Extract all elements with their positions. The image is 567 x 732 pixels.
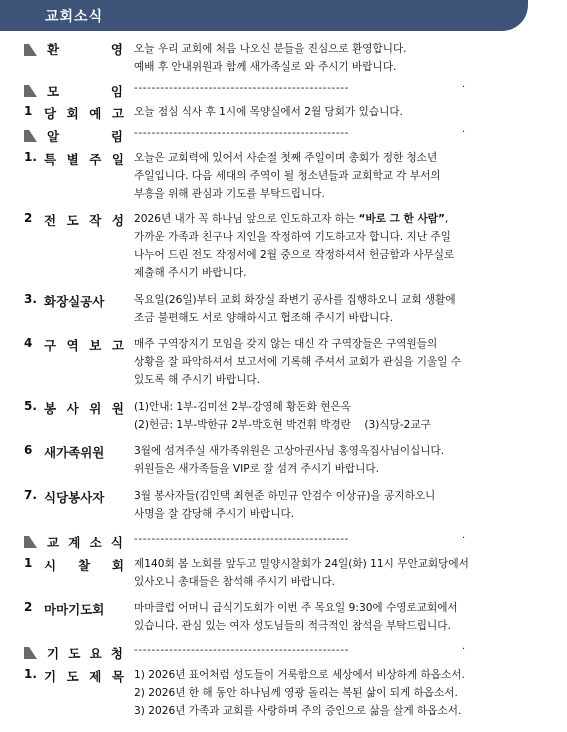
label-char: 봉 — [44, 401, 57, 416]
label-char: 기 — [47, 646, 60, 661]
label-char: 일 — [111, 152, 124, 167]
section-bullet-icon — [24, 647, 37, 659]
item-number: 4 — [24, 336, 33, 350]
content-line: 가까운 가족과 친구나 지인을 작정하여 기도하고자 합니다. 지난 주일 — [134, 231, 451, 243]
content-line — [134, 210, 529, 228]
item-content — [134, 398, 529, 434]
item-label: 마마기도회 — [44, 602, 105, 617]
content-line: 제출해 주시기 바랍니다. — [134, 267, 247, 279]
section-label — [47, 644, 123, 662]
label-char: 위 — [89, 401, 102, 416]
section-bullet-icon — [24, 536, 37, 548]
label-char: 청 — [110, 646, 123, 661]
item-content — [134, 666, 529, 720]
item-content — [134, 291, 529, 327]
item-number: 3. — [24, 292, 37, 306]
divider-dashes: ------------------------------------------------- — [134, 533, 350, 545]
label-char: 교 — [47, 535, 60, 550]
item-number: 6 — [24, 443, 33, 457]
content-line: 주일입니다. 다음 세대의 주역이 될 청소년들과 교회학교 각 부서의 — [134, 170, 441, 182]
label-char: 시 — [44, 558, 57, 573]
section-label — [47, 127, 123, 145]
label-char: 제 — [89, 669, 102, 684]
item-content — [134, 555, 529, 591]
label-char: 도 — [66, 213, 79, 228]
label-char: 찰 — [77, 558, 91, 573]
item-content — [134, 210, 529, 282]
divider-dot: · — [462, 533, 466, 544]
label-char: 성 — [111, 213, 124, 228]
item-number: 1 — [24, 556, 33, 570]
item-label — [44, 104, 124, 122]
label-char: 보 — [89, 338, 102, 353]
item-label — [44, 211, 124, 229]
label-char: 고 — [111, 106, 124, 121]
item-label: 화장실공사 — [44, 294, 105, 309]
label-char: 당 — [44, 106, 57, 121]
content-line: 오늘은 교회력에 있어서 사순절 첫째 주일이며 총회가 정한 청소년 — [134, 152, 438, 164]
label-char: 도 — [68, 646, 81, 661]
label-char: 림 — [110, 129, 123, 144]
section-label — [47, 533, 123, 551]
item-number: 1. — [24, 150, 37, 164]
label-char: 도 — [66, 669, 79, 684]
label-char: 목 — [111, 669, 124, 684]
content-line: 오늘 점심 식사 후 1시에 목양실에서 2월 당회가 있습니다. — [134, 106, 403, 118]
label-char: 전 — [44, 213, 57, 228]
content-line: 3) 2026년 가족과 교회를 사랑하며 주의 증인으로 삶을 살게 하옵소서. — [134, 705, 462, 717]
section-label — [47, 40, 123, 58]
content-line: 사명을 잘 감당해 주시기 바랍니다. — [134, 508, 295, 520]
item-content — [134, 149, 529, 203]
item-label — [44, 150, 124, 168]
divider-dot: · — [462, 82, 466, 93]
label-char: 고 — [111, 338, 124, 353]
content-line: 2) 2026년 한 해 동안 하나님께 영광 돌리는 복된 삶이 되게 하옵소서. — [134, 687, 458, 699]
content-line: 오늘 우리 교회에 처음 나오신 분들을 진심으로 환영합니다. — [134, 43, 407, 55]
label-char: 임 — [110, 84, 123, 99]
divider-dashes: ------------------------------------------------- — [134, 644, 350, 656]
label-char: 식 — [110, 535, 123, 550]
item-number: 1. — [24, 667, 37, 681]
item-label — [44, 399, 124, 417]
content-line: 매주 구역장지기 모임을 갖지 않는 대신 각 구역장들은 구역원들의 — [134, 338, 438, 350]
item-label — [44, 667, 124, 685]
emphasis-text: “바로 그 한 사람” — [358, 213, 445, 225]
label-char: 별 — [66, 152, 79, 167]
content-line: 목요일(26일)부터 교회 화장실 좌변기 공사를 집행하오니 교회 생활에 — [134, 294, 456, 306]
content-line: (2)헌금: 1부-박한규 2부-박호현 박건휘 박경란 (3)식당-2교구 — [134, 419, 431, 431]
content-line: 제140회 봄 노회를 앞두고 밀양시찰회가 24일(화) 11시 무안교회당에서 — [134, 558, 469, 570]
section-label — [47, 82, 123, 100]
content-line: 나누어 드린 전도 작정서에 2월 중으로 작정하셔서 헌금함과 사무실로 — [134, 249, 455, 261]
page-title: 교회소식 — [45, 9, 104, 25]
item-content — [134, 442, 529, 478]
item-content — [134, 487, 529, 523]
label-char: 회 — [66, 106, 79, 121]
content-line: 조금 불편해도 서로 양해하시고 협조해 주시기 바랍니다. — [134, 312, 393, 324]
label-char: 환 — [47, 42, 60, 57]
label-char: 기 — [44, 669, 57, 684]
content-line: 예배 후 안내위원과 함께 새가족실로 와 주시기 바랍니다. — [134, 61, 397, 73]
content-line: 부흥을 위해 관심과 기도를 부탁드립니다. — [134, 188, 325, 200]
text-segment: 2026년 내가 꼭 하나님 앞으로 인도하고자 하는 — [134, 213, 359, 225]
item-number: 2 — [24, 211, 33, 225]
label-char: 소 — [89, 535, 102, 550]
item-number: 7. — [24, 488, 37, 502]
label-char: 계 — [68, 535, 81, 550]
label-char: 작 — [89, 213, 102, 228]
item-number: 2 — [24, 600, 33, 614]
label-char: 회 — [111, 558, 124, 573]
label-char: 역 — [66, 338, 79, 353]
text-segment: , — [444, 213, 449, 225]
label-char: 사 — [66, 401, 79, 416]
item-label — [44, 336, 124, 354]
label-char: 특 — [44, 152, 57, 167]
divider-dashes: ------------------------------------------------- — [134, 127, 350, 139]
item-label: 새가족위원 — [44, 445, 105, 460]
content-line: 위원들은 새가족들을 VIP로 잘 섬겨 주시기 바랍니다. — [134, 463, 380, 475]
content-line: 있사오니 총대들은 참석해 주시기 바랍니다. — [134, 576, 336, 588]
content-line: 1) 2026년 표어처럼 성도들이 거룩함으로 세상에서 비상하게 하옵소서. — [134, 669, 465, 681]
divider-dot: · — [462, 644, 466, 655]
item-number: 5. — [24, 399, 37, 413]
content-line: 마마클럽 어머니 급식기도회가 이번 주 목요일 9:30에 수영로교회에서 — [134, 602, 458, 614]
content-line: 있습니다. 관심 있는 여자 성도님들의 적극적인 참석을 부탁드립니다. — [134, 620, 451, 632]
label-char: 주 — [89, 152, 102, 167]
item-label — [44, 556, 124, 574]
label-char: 원 — [111, 401, 124, 416]
content-line: (1)안내: 1부-김미선 2부-강영혜 황돈화 현은옥 — [134, 401, 351, 413]
label-char: 구 — [44, 338, 57, 353]
item-label: 식당봉사자 — [44, 490, 105, 505]
item-content — [134, 335, 529, 389]
label-char: 모 — [47, 84, 60, 99]
content-line: 있도록 해 주시기 바랍니다. — [134, 374, 261, 386]
label-char: 예 — [89, 106, 102, 121]
label-char: 요 — [89, 646, 102, 661]
section-bullet-icon — [24, 130, 37, 142]
section-bullet-icon — [24, 85, 37, 97]
section-content — [134, 40, 529, 76]
divider-dot: · — [462, 127, 466, 138]
label-char: 영 — [110, 42, 123, 57]
content-line: 상황을 잘 파악하셔서 보고서에 기록해 주셔서 교회가 관심을 기울일 수 — [134, 356, 462, 368]
item-content — [134, 599, 529, 635]
item-number: 1 — [24, 104, 33, 118]
divider-dashes: ------------------------------------------------- — [134, 82, 350, 94]
content-line: 3월에 섬겨주실 새가족위원은 고상아권사님 홍영옥집사님이십니다. — [134, 445, 445, 457]
section-bullet-icon — [24, 44, 37, 56]
label-char: 알 — [47, 129, 60, 144]
content-line: 3월 봉사자들(김인택 최현준 하민규 안검수 이상규)을 공지하오니 — [134, 490, 436, 502]
header-banner — [0, 0, 528, 31]
item-content — [134, 103, 529, 121]
